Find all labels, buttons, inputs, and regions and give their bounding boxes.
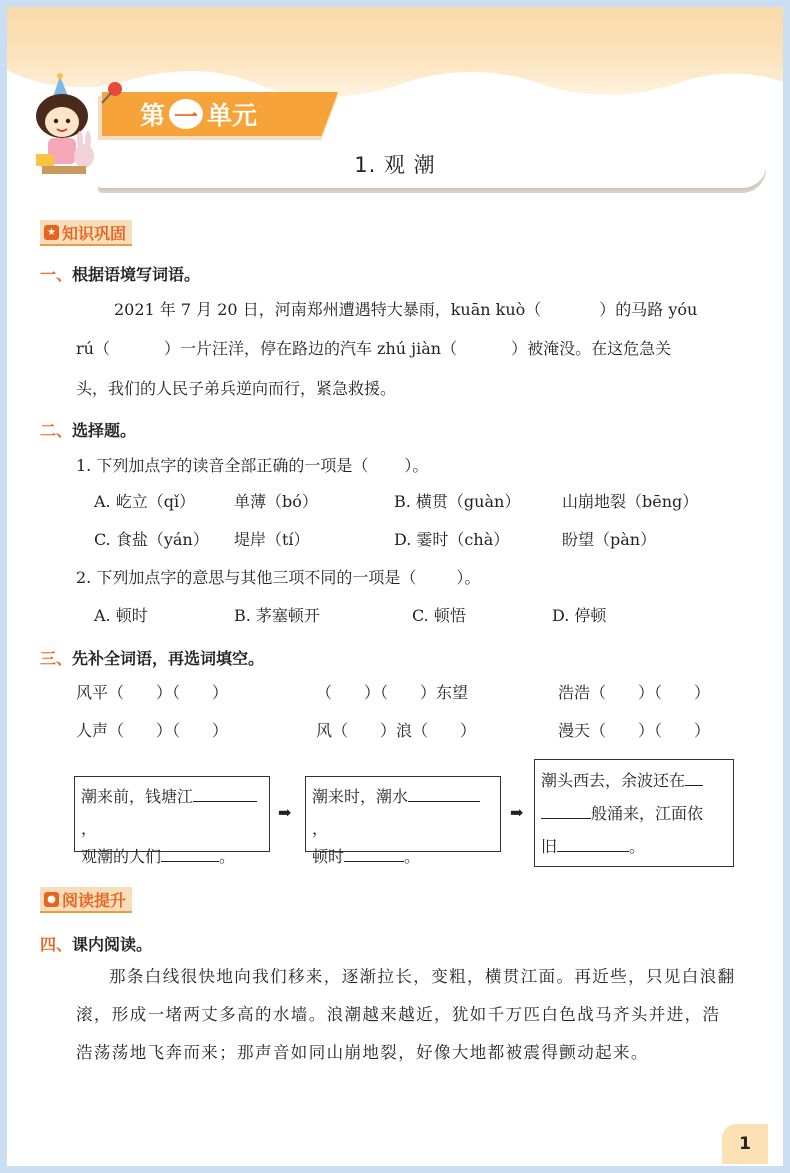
- q1-text: 2021 年 7 月 20 日，河南郑州遭遇特大暴雨，kuān kuò（: [114, 300, 542, 319]
- word-fill-4[interactable]: 人声（ ）（ ）: [76, 721, 229, 740]
- word-fill-6[interactable]: 漫天（ ）（ ）: [558, 721, 711, 740]
- question-title: 根据语境写词语。: [72, 265, 201, 284]
- option-a2: 单薄（bó）: [234, 492, 318, 511]
- box-text: 旧: [541, 837, 558, 856]
- fill-box-during-tide: 潮来时，潮水， 顿时 。: [305, 776, 501, 852]
- section-tag-reading: [40, 887, 132, 913]
- section-tag-label: 阅读提升: [62, 890, 127, 910]
- unit-number-badge: 一: [169, 99, 203, 129]
- fill-box-before-tide: 潮来前，钱塘江， 观潮的人们 。: [74, 776, 270, 852]
- question-4-heading: [40, 932, 152, 955]
- q1-text: rú（: [76, 339, 110, 358]
- option-d2: 盼望（pàn）: [562, 530, 657, 549]
- section-tag-knowledge: [40, 220, 132, 246]
- option-b1: B. 横贯（guàn）: [394, 492, 521, 511]
- answer-blank[interactable]: [161, 861, 219, 862]
- option-c1: C. 食盐（yán）: [94, 530, 209, 549]
- option2-a: A. 顿时: [94, 606, 148, 625]
- unit-heading: [140, 96, 257, 132]
- option-c2: 堤岸（tí）: [234, 530, 310, 549]
- section-tag-label: 知识巩固: [62, 223, 127, 243]
- option2-b: B. 茅塞顿开: [234, 606, 320, 625]
- lesson-title: 1. 观 潮: [354, 153, 436, 177]
- answer-blank[interactable]: [557, 851, 629, 852]
- word-fill-2[interactable]: （ ）（ ）东望: [316, 683, 469, 702]
- star-icon: ★: [44, 225, 59, 240]
- word-fill-1[interactable]: 风平（ ）（ ）: [76, 683, 229, 702]
- question-2-heading: [40, 418, 136, 441]
- word-fill-5[interactable]: 风（ ）浪（ ）: [316, 721, 477, 740]
- answer-blank[interactable]: [541, 818, 591, 819]
- option2-c: C. 顿悟: [412, 606, 466, 625]
- unit-prefix: 第: [140, 101, 166, 130]
- box-text: 潮来时，潮水: [312, 787, 409, 806]
- q2-text: 1. 下列加点字的读音全部正确的一项是（: [76, 456, 369, 475]
- q1-text: ）被淹没。在这危急关: [511, 339, 672, 358]
- arrow-right-icon: ➡: [510, 803, 524, 822]
- word-fill-3[interactable]: 浩浩（ ）（ ）: [558, 683, 711, 702]
- location-pin-icon: ●: [44, 892, 59, 907]
- q1-line-3: 头，我们的人民子弟兵逆向而行，紧急救援。: [76, 379, 397, 398]
- answer-blank[interactable]: [193, 801, 257, 802]
- question-number: 二、: [40, 421, 73, 440]
- answer-blank[interactable]: [685, 785, 703, 786]
- box-text: 般涌来，江面依: [591, 804, 704, 823]
- q1-line-2: [76, 339, 671, 359]
- box-text: 观潮的人们: [81, 847, 162, 866]
- question-title: 选择题。: [72, 421, 137, 440]
- question-number: 三、: [40, 649, 73, 668]
- unit-suffix: 单元: [207, 101, 258, 130]
- question-number: 一、: [40, 265, 73, 284]
- answer-blank[interactable]: [344, 861, 404, 862]
- fill-box-after-tide: 潮头西去，余波还在 般涌来，江面依 旧 。: [534, 759, 734, 867]
- option-a1: A. 屹立（qǐ）: [94, 492, 196, 511]
- box-text: 顿时: [312, 847, 345, 866]
- pushpin-icon: [99, 80, 125, 106]
- q2-sub-1: [76, 456, 428, 476]
- q2-text: ）。: [456, 568, 481, 587]
- q1-text: ）一片汪洋，停在路边的汽车 zhú jiàn（: [163, 339, 458, 358]
- reading-passage: 那条白线很快地向我们移来，逐渐拉长，变粗，横贯江面。再近些，只见白浪翻滚，形成一堵两丈多高的水墙。浪潮越来越近，犹如千万匹白色战马齐头并进，浩浩荡荡地飞奔而来；那声音如同山崩地裂，好像大地都被震得颤动起来。: [76, 967, 736, 1062]
- question-3-heading: [40, 646, 264, 669]
- question-number: 四、: [40, 935, 73, 954]
- option2-d: D. 停顿: [552, 606, 607, 625]
- q2-text: ）。: [404, 456, 429, 475]
- question-1-heading: [40, 262, 200, 285]
- q1-text: ）的马路 yóu: [599, 300, 698, 319]
- page-number: 1: [722, 1124, 768, 1164]
- question-title: 先补全词语，再选词填空。: [72, 649, 265, 668]
- answer-blank[interactable]: [408, 801, 480, 802]
- box-text: 潮来前，钱塘江: [81, 787, 194, 806]
- question-title: 课内阅读。: [72, 935, 153, 954]
- q2-sub-2: [76, 568, 480, 588]
- arrow-right-icon: ➡: [278, 803, 292, 822]
- q2-text: 2. 下列加点字的意思与其他三项不同的一项是（: [76, 568, 417, 587]
- option-b2: 山崩地裂（bēng）: [562, 492, 699, 511]
- option-d1: D. 霎时（chà）: [394, 530, 510, 549]
- q1-line-1: [114, 300, 697, 320]
- box-text: 潮头西去，余波还在: [541, 771, 686, 790]
